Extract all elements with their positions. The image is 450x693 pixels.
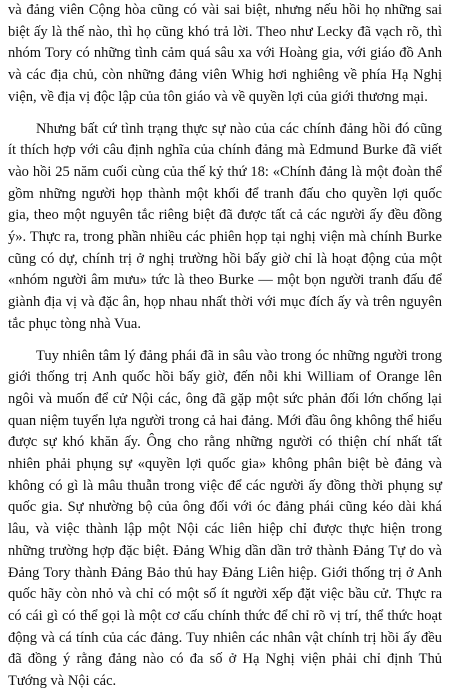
paragraph-burke-definition: Nhưng bất cứ tình trạng thực sự nào của các chính đảng hồi đó cũng ít thích hợp với câu định nghĩa của chính đảng mà Edmund Burke đã viết vào hồi 25 năm cuối cùng của thế kỷ thứ 18: «Chính đảng là một đoàn thể gồm những người họp thành một khối để tranh đấu cho quyền lợi quốc gia, theo một nguyên tắc riêng biệt đã được tất cả các người ấy đều đồng ý». Thực ra, trong phần nhiều các phiên họp tại nghị viện mà chính Burke cũng có dự, chính trị ở nghị trường hồi bấy giờ chỉ là hoạt động của một «nhóm người âm mưu» tức là theo Burke — một bọn người tranh đấu để giành địa vị và đặc ân, họp nhau nhất thời với mục đích ấy và trên nguyên tắc phục tòng nhà Vua. [8,120,442,332]
paragraph-continuation: và đảng viên Cộng hòa cũng có vài sai biệt, nhưng nếu hồi họ những sai biệt ấy là thế nào, thì họ cũng khó trả lời. Theo như Lecky đã vạch rõ, thì nhóm Tory có những tình cảm quá sâu xa với Hoàng gia, với giáo đồ Anh và các địa chủ, còn những đảng viên Whig hơi nghiêng về phía Hạ Nghị viện, về địa vị độc lập của tôn giáo và về quyền lợi của giới thương mại. [8,2,442,105]
paragraph-william-of-orange: Tuy nhiên tâm lý đảng phái đã in sâu vào trong óc những người trong giới thống trị Anh quốc hồi bấy giờ, đến nỗi khi William of Orange lên ngôi và muốn để cử Nội các, ông đã gặp một sức phản đối lớn chống lại quan niệm tuyển lựa người trong cả hai đảng. Mới đầu ông không thể hiểu được sự khó khăn ấy. Ông cho rằng những người có thiện chí nhất tất nhiên phải phụng sự «quyền lợi quốc gia» không phân biệt bè đảng và không có gì là mâu thuẫn trong việc để các người ấy đồng thời phụng sự quốc gia. Sự nhường bộ của ông đối với óc đảng phái cũng kéo dài khá lâu, và việc thành lập một Nội các liên hiệp chỉ được thực hiện trong những trường hợp đặc biệt. Đảng Whig dần dần trở thành Đảng Tự do và Đảng Tory thành Đảng Bảo thủ hay Đảng Liên hiệp. Giới thống trị ở Anh quốc hãy còn nhỏ và chỉ có một số ít người xếp đặt việc bầu cử. Thực ra có cái gì có thể gọi là một cơ cấu chính thức để chỉ rõ vị trí, thể thức hoạt động và cá tính của các đảng. Tuy nhiên các nhân vật chính trị hồi ấy đều đã đồng ý rằng đảng nào có đa số ở Hạ Nghị viện phải chỉ định Thủ Tướng và Nội các. [8,347,442,690]
